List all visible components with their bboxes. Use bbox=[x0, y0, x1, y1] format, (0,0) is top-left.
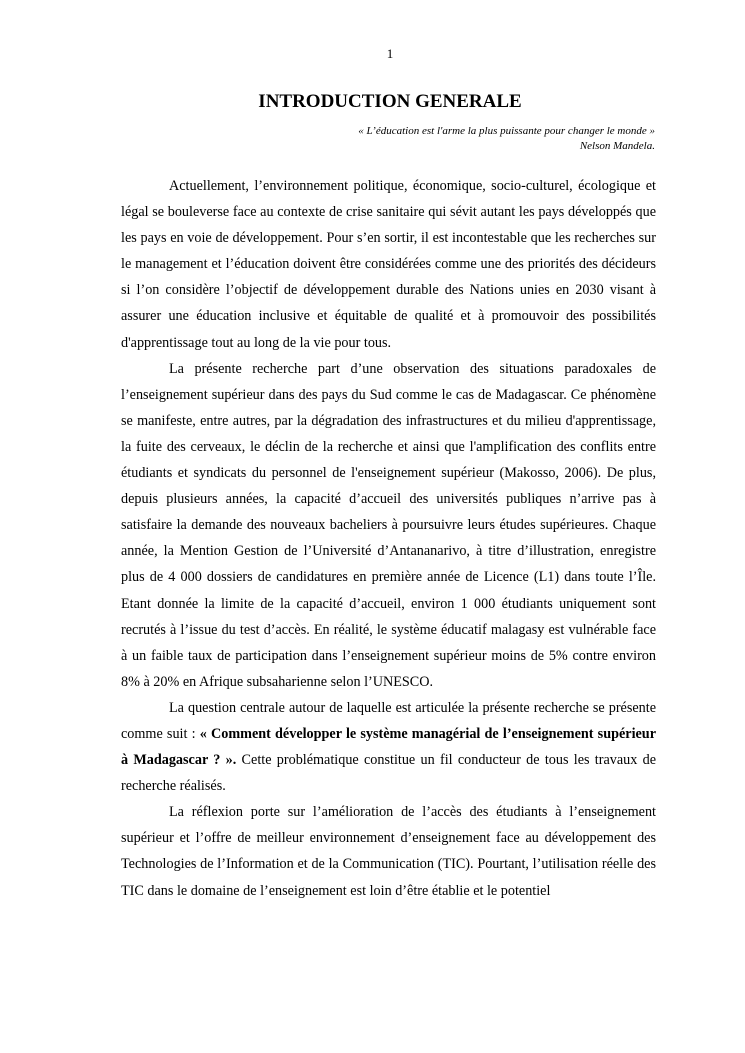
page-number: 1 bbox=[386, 46, 394, 61]
epigraph bbox=[155, 124, 655, 154]
page-title: INTRODUCTION GENERALE bbox=[258, 91, 522, 112]
paragraph-3-intro: La question centrale autour de laquelle est articulée la présente recherche se présente comme suit : bbox=[121, 699, 656, 742]
paragraph-1: Actuellement, l’environnement politique, économique, socio-culturel, écologique et légal se bouleverse face au contexte de crise sanitaire qui sévit autant les pays développés que les pays en voie de développement. Pour s’en sortir, il est incontestable que les recherches sur le management et l’éducation doivent être considérées comme une des priorités des décideurs si l’on considère l’objectif de développement durable des Nations unies en 2030 visant à assurer une éducation inclusive et équitable de qualité et à promouvoir des possibilités d'apprentissage tout au long de la vie pour tous. bbox=[121, 178, 656, 351]
epigraph-author: Nelson Mandela. bbox=[579, 140, 655, 152]
research-question: « Comment développer le système managérial de l’enseignement supérieur à Madagascar ? ». bbox=[121, 725, 656, 769]
paragraph-4: La réflexion porte sur l’amélioration de l’accès des étudiants à l’enseignement supérieur et l’offre de meilleur environnement d’enseignement face au développement des Technologies de l’Information et de la Communication (TIC). Pourtant, l’utilisation réelle des TIC dans le domaine de l’enseignement est loin d’être établie et le potentiel bbox=[121, 804, 656, 899]
paragraph-3-outro: Cette problématique constitue un fil conducteur de tous les travaux de recherche réalisés. bbox=[121, 752, 657, 795]
epigraph-quote: « L’éducation est l'arme la plus puissante pour changer le monde » bbox=[358, 125, 655, 137]
body-text bbox=[121, 173, 656, 904]
paragraph-3 bbox=[121, 695, 656, 799]
paragraph-2: La présente recherche part d’une observation des situations paradoxales de l’enseignement supérieur dans des pays du Sud comme le cas de Madagascar. Ce phénomène se manifeste, entre autres, par la dégradation des infrastructures et du milieu d'apprentissage, la fuite des cerveaux, le déclin de la recherche et ainsi que l'amplification des conflits entre étudiants et syndicats du personnel de l'enseignement supérieur (Makosso, 2006). De plus, depuis plusieurs années, la capacité d’accueil des universités publiques n’arrive pas à satisfaire la demande des nouveaux bacheliers à poursuivre leurs études supérieures. Chaque année, la Mention Gestion de l’Université d’Antananarivo, à titre d’illustration, enregistre plus de 4 000 dossiers de candidatures en première année de Licence (L1) dans toute l’Île. Etant donnée la limite de la capacité d’accueil, environ 1 000 étudiants uniquement sont recrutés à l’issue du test d’accès. En réalité, le système éducatif malagasy est vulnérable face à un faible taux de participation dans l’enseignement supérieur moins de 5% contre environ 8% à 20% en Afrique subsaharienne selon l’UNESCO. bbox=[121, 360, 656, 690]
